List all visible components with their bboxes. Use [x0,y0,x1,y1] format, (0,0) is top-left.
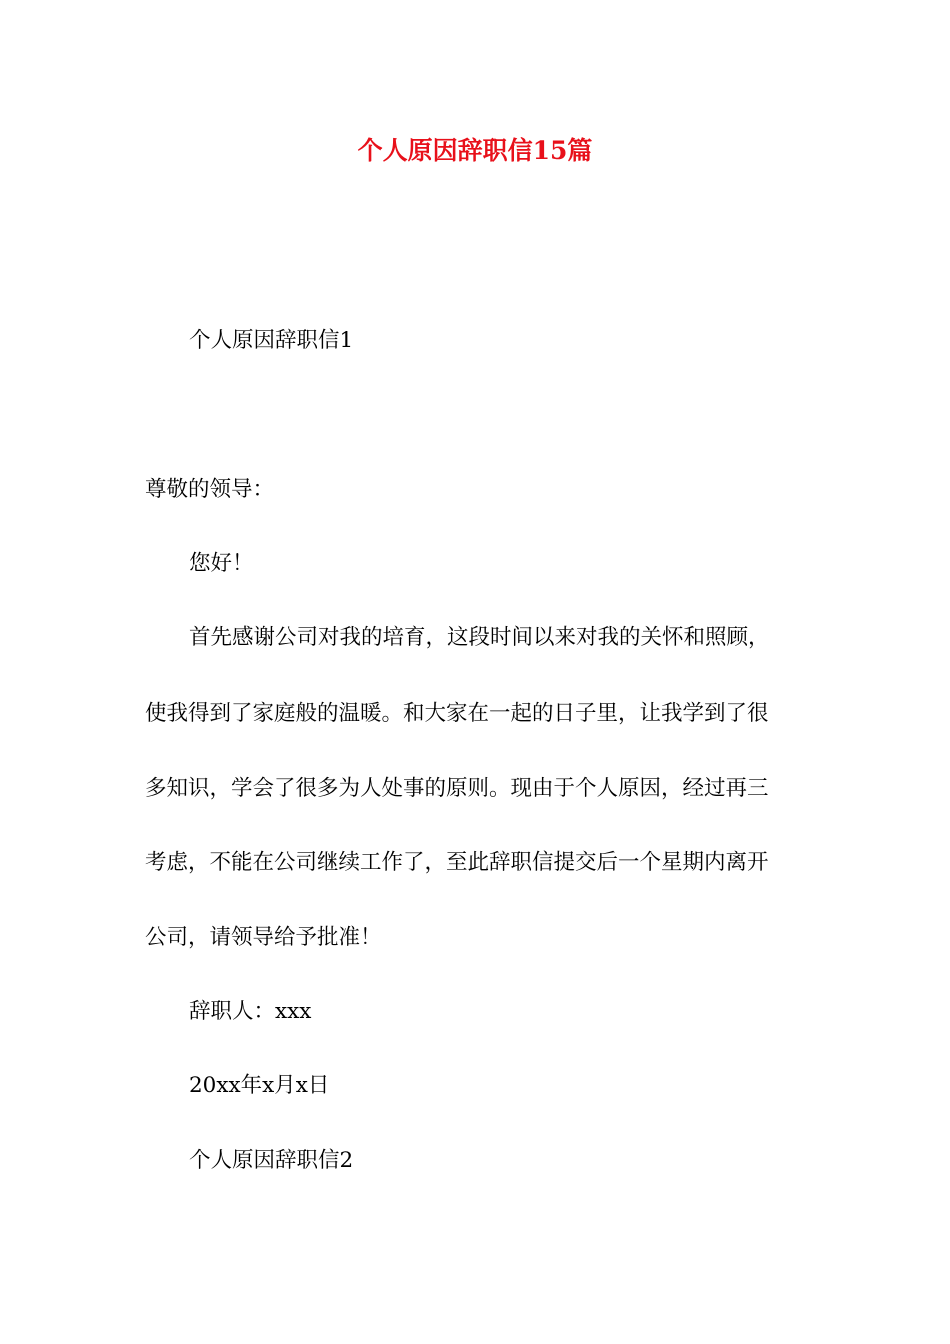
greeting: 您好！ [189,551,254,576]
body-line-4: 考虑，不能在公司继续工作了，至此辞职信提交后一个星期内离开 [145,850,769,875]
body-line-1: 首先感谢公司对我的培育，这段时间以来对我的关怀和照顾， [189,625,770,650]
body-line-2: 使我得到了家庭般的温暖。和大家在一起的日子里，让我学到了很 [145,701,769,726]
section-heading-1: 个人原因辞职信1 [189,328,354,353]
salutation: 尊敬的领导： [145,477,275,502]
signature: 辞职人：xxx [189,999,312,1024]
document-title: 个人原因辞职信15篇 [357,136,593,165]
letter-date: 20xx年x月x日 [189,1073,330,1098]
body-line-3: 多知识，学会了很多为人处事的原则。现由于个人原因，经过再三 [145,776,769,801]
body-line-5: 公司，请领导给予批准！ [145,925,382,950]
section-heading-2: 个人原因辞职信2 [189,1148,354,1173]
